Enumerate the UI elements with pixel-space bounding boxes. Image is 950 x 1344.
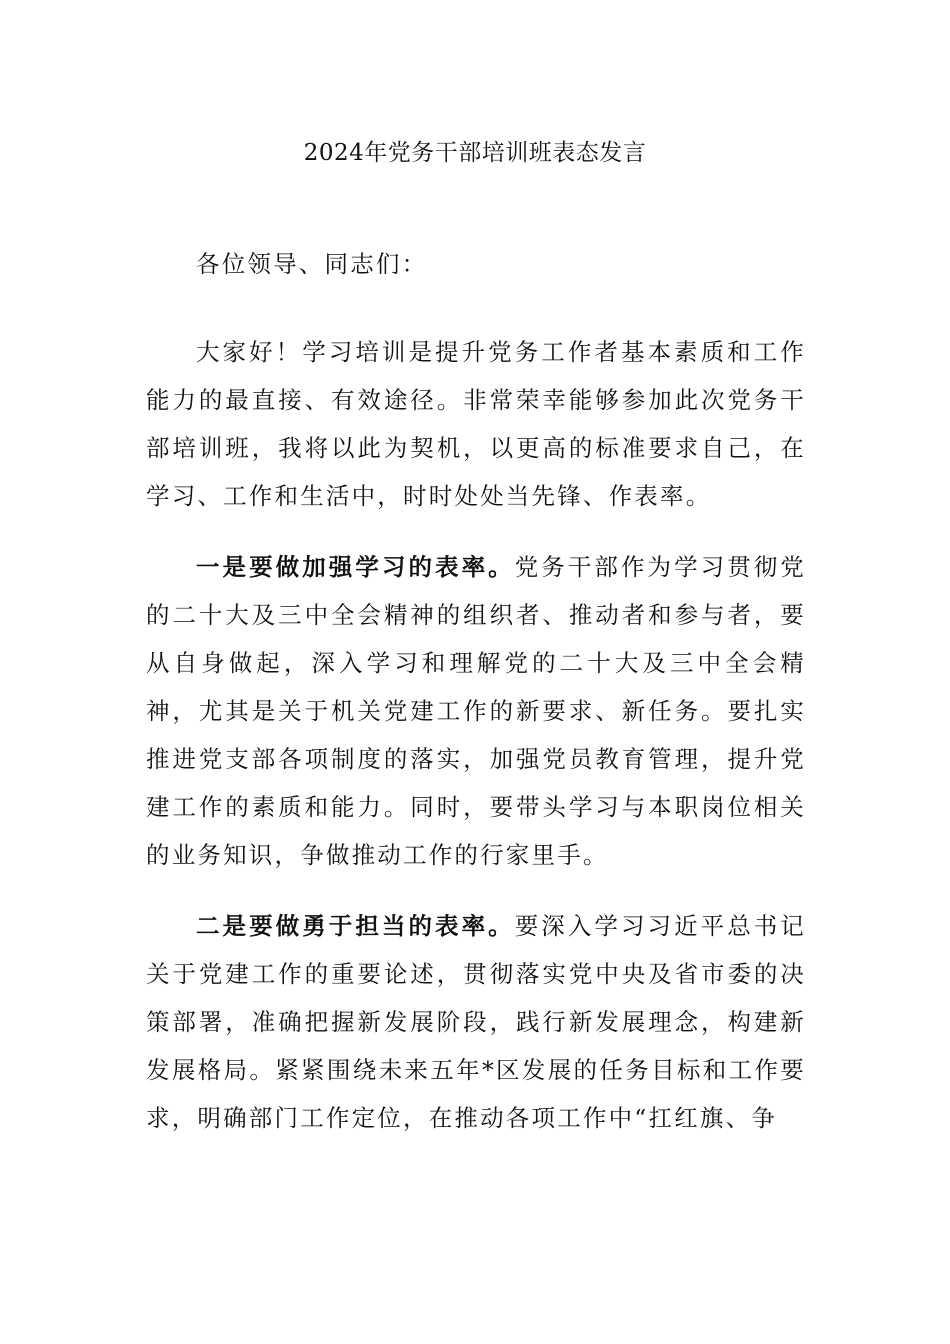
paragraph-intro [146,328,806,520]
paragraph-point-two [146,902,806,1142]
paragraph-text: 要深入学习习近平总书记关于党建工作的重要论述，贯彻落实党中央及省市委的决策部署，准确把握新发展阶段，践行新发展理念，构建新发展格局。紧紧围绕未来五年*区发展的任务目标和工作要求，明确部门工作定位，在推动各项工作中“扛红旗、争 [146,912,807,1132]
paragraph-lead: 一是要做加强学习的表率。 [196,553,515,581]
paragraph-point-one [146,543,806,879]
document-title: 2024年党务干部培训班表态发言 [303,140,647,166]
paragraph-text: 大家好！学习培训是提升党务工作者基本素质和工作能力的最直接、有效途径。非常荣幸能够参加此次党务干部培训班，我将以此为契机，以更高的标准要求自己，在学习、工作和生活中，时时处处当先锋、作表率。 [146,338,806,510]
paragraph-text: 党务干部作为学习贯彻党的二十大及三中全会精神的组织者、推动者和参与者，要从自身做起，深入学习和理解党的二十大及三中全会精神，尤其是关于机关党建工作的新要求、新任务。要扎实推进党支部各项制度的落实，加强党员教育管理，提升党建工作的素质和能力。同时，要带头学习与本职岗位相关的业务知识，争做推动工作的行家里手。 [146,553,807,869]
document-body [146,240,806,1165]
salutation: 各位领导、同志们： [196,250,428,278]
paragraph-lead: 二是要做勇于担当的表率。 [196,912,515,940]
